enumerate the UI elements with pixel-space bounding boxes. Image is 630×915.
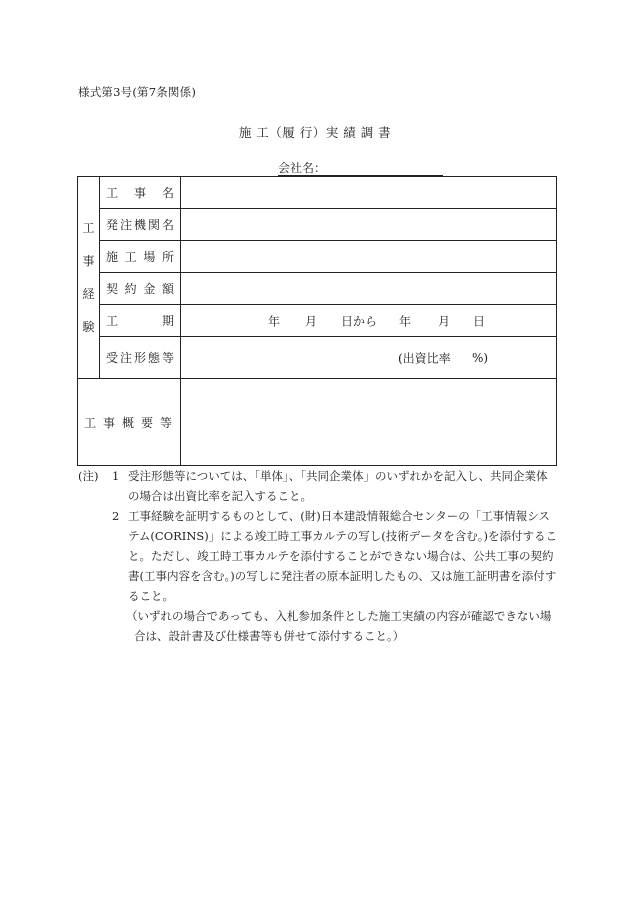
label-ordering-agency: 発 注 機 関 名 [100,209,181,241]
label-contract-form: 受 注 形 態 等 [100,337,181,379]
period-year-from: 年 [268,314,281,328]
notes-prefix: (注) [78,469,99,483]
label-period: 工 期 [100,305,181,337]
document-title: 施 工（履 行）実 績 調 書 [238,125,392,140]
work-experience-side-label [78,177,100,379]
form-number: 様式第3号(第7条関係) [78,85,197,99]
period-year-to: 年 [399,314,412,328]
side-char: 工 [82,220,95,235]
side-char: 経 [82,286,95,301]
side-char: 験 [82,319,95,334]
notes-section [78,466,558,646]
note-number: 1 [112,469,120,483]
period-day-to: 日 [473,314,486,328]
note-supplement: （いずれの場合であっても、入札参加条件とした施工実績の内容が確認できない場合は、設計書及び仕様書等も併せて添付すること。） [126,609,552,643]
note-text: 受注形態等については、「単体」、「共同企業体」のいずれかを記入し、共同企業体の場合は出資比率を記入すること。 [128,469,548,503]
investment-ratio-close: %) [472,350,489,365]
note-item [78,506,558,606]
label-location: 施 工 場 所 [100,241,181,273]
label-contract-amount: 契 約 金 額 [100,273,181,305]
period-day-from: 日から [341,314,378,328]
period-month-from: 月 [305,314,318,328]
note-item [78,466,558,506]
input-contract-amount[interactable] [181,273,557,305]
side-char: 事 [82,253,95,268]
company-name-field[interactable] [278,159,443,176]
note-text: 工事経験を証明するものとして、(財)日本建設情報総合センターの「工事情報システム(CORINS)」による竣工時工事カルテの写し(技術データを含む。)を添付すること。ただし、竣工時工事カルテを添付することができない場合は、公共工事の契約書(工事内容を含む。)の写しに発注者の原本証明したもの、又は施工証明書を添付すること。 [128,509,557,603]
company-name-label: 会社名： [278,161,327,175]
period-month-to: 月 [438,314,451,328]
investment-ratio-open: (出資比率 [398,351,451,365]
input-ordering-agency[interactable] [181,209,557,241]
label-work-overview: 工 事 概 要 等 [78,379,181,466]
input-period[interactable] [181,305,557,337]
input-location[interactable] [181,241,557,273]
note-number: 2 [112,509,120,523]
work-experience-table [77,176,557,466]
input-contract-form[interactable] [181,337,557,379]
label-work-name: 工 事 名 [100,177,181,209]
input-work-name[interactable] [181,177,557,209]
input-work-overview[interactable] [181,379,557,466]
